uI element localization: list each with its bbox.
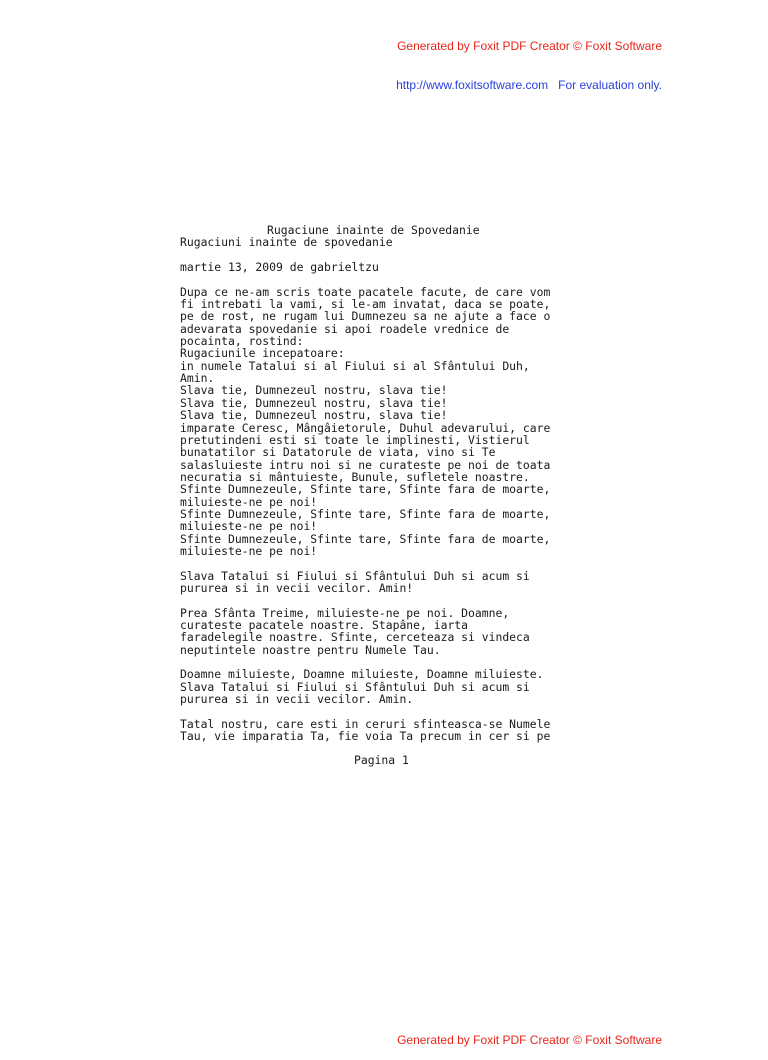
document-line: necuratia si mântuieste, Bunule, sufletele noastre. [180, 469, 530, 484]
document-line: Prea Sfânta Treime, miluieste-ne pe noi. Doamne, [180, 605, 510, 620]
document-line: faradelegile noastre. Sfinte, cerceteaza si vindeca [180, 630, 530, 645]
document-line: Sfinte Dumnezeule, Sfinte tare, Sfinte fara de moarte, [180, 482, 551, 497]
document-line: pururea si in vecii vecilor. Amin! [180, 580, 414, 595]
document-line: pe de rost, ne rugam lui Dumnezeu sa ne ajute a face o [180, 309, 551, 324]
foxit-watermark-top [396, 14, 662, 105]
document-body [180, 224, 600, 742]
document-line: curateste pacatele noastre. Stapâne, iarta [180, 618, 469, 632]
document-line: Slava Tatalui si Fiului si Sfântului Duh si acum si [180, 679, 530, 694]
document-line: bunatatilor si Datatorule de viata, vino si Te [180, 445, 496, 460]
document-line: fi intrebati la vami, si le-am invatat, daca se poate, [180, 297, 551, 312]
document-line: Amin. [180, 371, 215, 386]
document-line: pretutindeni esti si toate le implinesti, Vistierul [180, 432, 530, 447]
document-line: neputintele noastre pentru Numele Tau. [180, 642, 441, 657]
blank-line [180, 705, 600, 717]
document-title: Rugaciune inainte de Spovedanie [267, 223, 480, 237]
document-line: in numele Tatalui si al Fiului si al Sfântului Duh, [180, 358, 530, 373]
document-line: Dupa ce ne-am scris toate pacatele facute, de care vom [180, 284, 551, 299]
document-line: Tau, vie imparatia Ta, fie voia Ta precum in cer si pe [180, 729, 551, 744]
document-line: miluieste-ne pe noi! [180, 543, 318, 558]
document-line: salasluieste intru noi si ne curateste pe noi de toata [180, 457, 551, 472]
document-line: Sfinte Dumnezeule, Sfinte tare, Sfinte fara de moarte, [180, 531, 551, 546]
foxit-watermark-bottom [397, 1008, 662, 1060]
blank-line [180, 594, 600, 606]
document-line: Rugaciuni inainte de spovedanie [180, 235, 393, 250]
document-line: pururea si in vecii vecilor. Amin. [180, 692, 414, 707]
document-line: Tatal nostru, care esti in ceruri sfinteasca-se Numele [180, 716, 551, 731]
watermark-generated-text-bottom: Generated by Foxit PDF Creator © Foxit Software [397, 1033, 662, 1047]
page-number: Pagina 1 [354, 753, 409, 767]
document-line: Slava Tatalui si Fiului si Sfântului Duh si acum si [180, 568, 530, 583]
document-line: miluieste-ne pe noi! [180, 519, 318, 534]
document-line: Doamne miluieste, Doamne miluieste, Doamne miluieste. [180, 667, 544, 682]
document-line: Sfinte Dumnezeule, Sfinte tare, Sfinte fara de moarte, [180, 506, 551, 521]
document-line: Slava tie, Dumnezeul nostru, slava tie! [180, 395, 448, 410]
document-line: imparate Ceresc, Mângâietorule, Duhul adevarului, care [180, 420, 551, 435]
blank-line [180, 557, 600, 569]
document-line: martie 13, 2009 de gabrieltzu [180, 260, 379, 275]
watermark-eval-text: For evaluation only. [558, 78, 662, 92]
blank-line [180, 273, 600, 285]
watermark-url-link[interactable]: http://www.foxitsoftware.com [396, 78, 549, 92]
document-line: Rugaciunile incepatoare: [180, 346, 345, 361]
document-line: miluieste-ne pe noi! [180, 494, 318, 509]
document-lines [180, 236, 600, 742]
document-line: pocainta, rostind: [180, 334, 304, 349]
document-line: adevarata spovedanie si apoi roadele vrednice de [180, 321, 510, 336]
watermark-generated-text: Generated by Foxit PDF Creator © Foxit Software [397, 39, 662, 53]
document-line: Slava tie, Dumnezeul nostru, slava tie! [180, 408, 448, 423]
watermark-link-line [396, 79, 662, 92]
document-line: Slava tie, Dumnezeul nostru, slava tie! [180, 383, 448, 398]
